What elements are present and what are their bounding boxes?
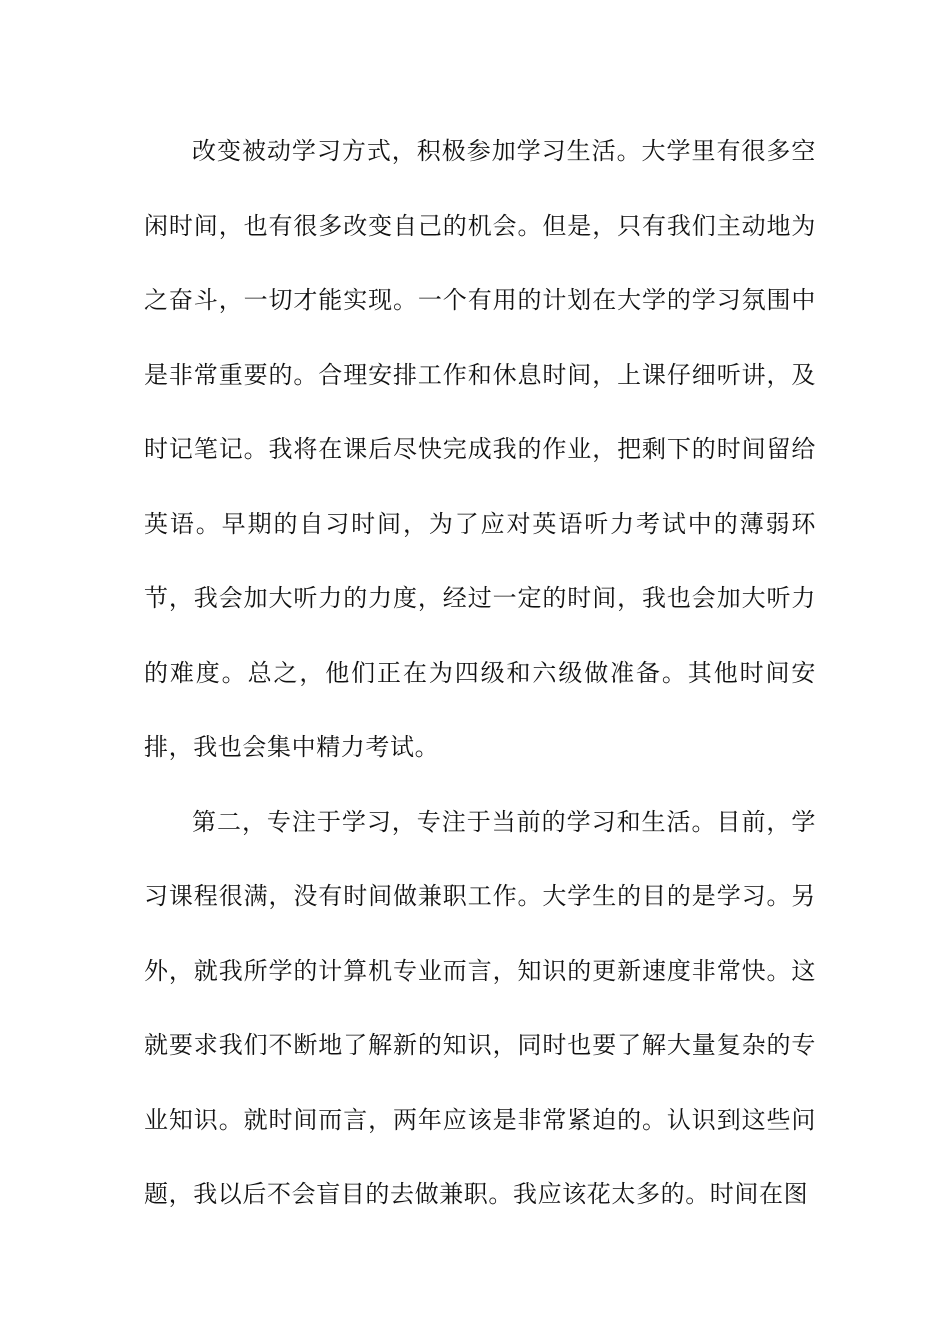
- document-body: [144, 114, 816, 1232]
- paragraph-focus-on-study: 第二，专注于学习，专注于当前的学习和生活。目前，学习课程很满，没有时间做兼职工作。大学生的目的是学习。另外，就我所学的计算机专业而言，知识的更新速度非常快。这就要求我们不断地了解新的知识，同时也要了解大量复杂的专业知识。就时间而言，两年应该是非常紧迫的。认识到这些问题，我以后不会盲目的去做兼职。我应该花太多的。时间在图: [144, 807, 816, 1208]
- paragraph-study-plan: 改变被动学习方式，积极参加学习生活。大学里有很多空闲时间，也有很多改变自己的机会。但是，只有我们主动地为之奋斗，一切才能实现。一个有用的计划在大学的学习氛围中是非常重要的。合理安排工作和休息时间，上课仔细听讲，及时记笔记。我将在课后尽快完成我的作业，把剩下的时间留给英语。早期的自习时间，为了应对英语听力考试中的薄弱环节，我会加大听力的力度，经过一定的时间，我也会加大听力的难度。总之，他们正在为四级和六级做准备。其他时间安排，我也会集中精力考试。: [144, 137, 816, 761]
